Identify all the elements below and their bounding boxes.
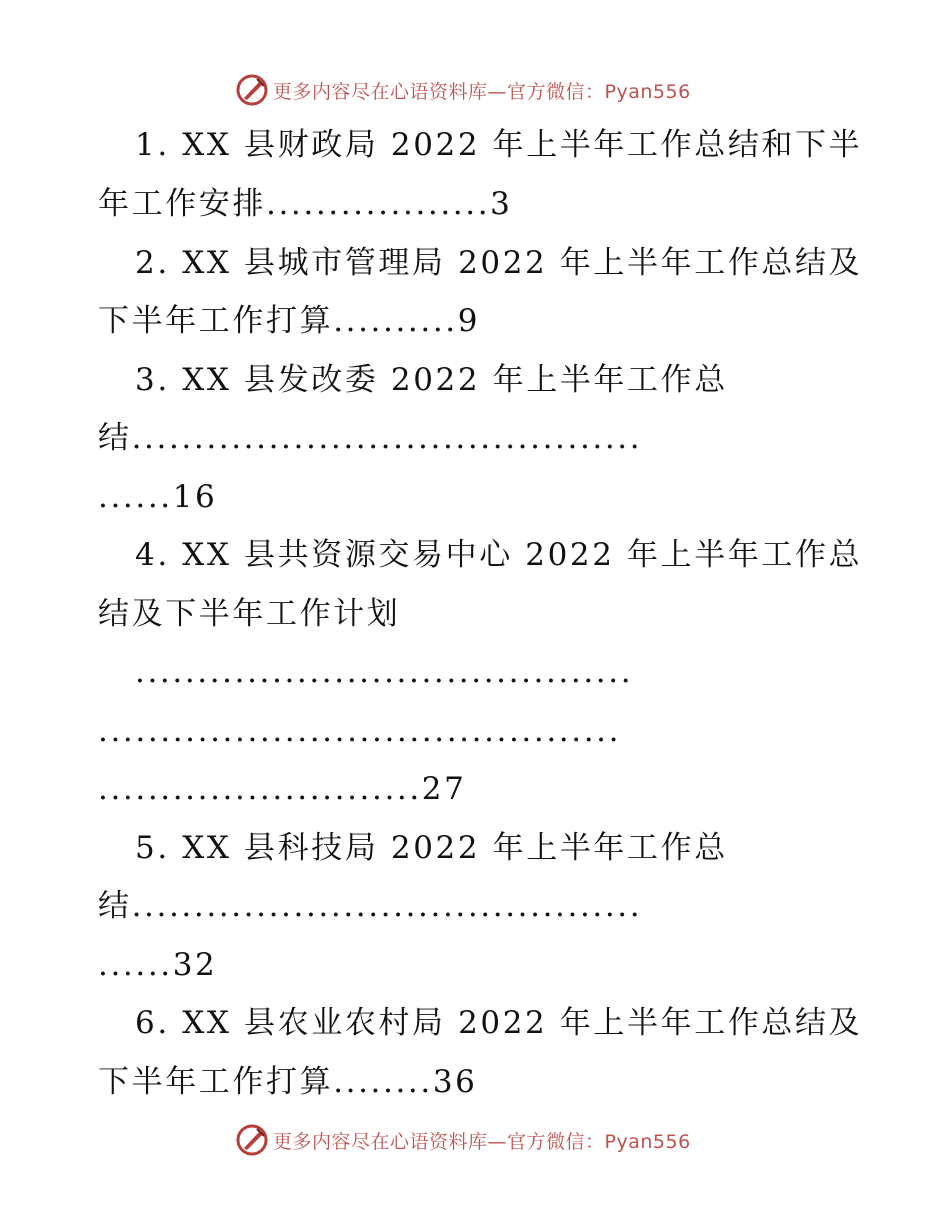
toc-entry-4-line-2: 结及下半年工作计划 [98, 596, 401, 632]
toc-entry-4-line-3: ........................................ [135, 654, 634, 690]
toc-entry-4-line-4: .......................................... [98, 713, 622, 749]
quill-pen-logo-icon [235, 73, 269, 107]
quill-pen-logo-icon [235, 1123, 269, 1157]
toc-entry-2-line-1: 2. XX 县城市管理局 2022 年上半年工作总结及 [135, 245, 863, 281]
toc-entry-3-line-3: ......16 [98, 479, 218, 515]
toc-entry-5-line-3: ......32 [98, 947, 218, 983]
toc-entry-1-line-2: 年工作安排..................3 [98, 186, 513, 222]
toc-entry-3-line-1: 3. XX 县发改委 2022 年上半年工作总 [135, 362, 728, 398]
watermark-banner-bottom [235, 1122, 715, 1158]
toc-entry-3-line-2: 结......................................... [98, 420, 643, 456]
toc-entry-4-line-1: 4. XX 县共资源交易中心 2022 年上半年工作总 [135, 537, 863, 573]
watermark-text: 更多内容尽在心语资料库—官方微信：Pyan556 [273, 1130, 691, 1153]
watermark-banner-top [235, 72, 715, 108]
toc-entry-6-line-2: 下半年工作打算........36 [98, 1064, 478, 1100]
toc-entry-5-line-2: 结......................................... [98, 888, 643, 924]
toc-entry-2-line-2: 下半年工作打算..........9 [98, 303, 481, 339]
watermark-text: 更多内容尽在心语资料库—官方微信：Pyan556 [273, 80, 691, 103]
toc-entry-4-line-5: ..........................27 [98, 771, 467, 807]
toc-entry-1-line-1: 1. XX 县财政局 2022 年上半年工作总结和下半 [135, 127, 863, 163]
toc-entry-6-line-1: 6. XX 县农业农村局 2022 年上半年工作总结及 [135, 1005, 863, 1041]
toc-entry-5-line-1: 5. XX 县科技局 2022 年上半年工作总 [135, 830, 728, 866]
